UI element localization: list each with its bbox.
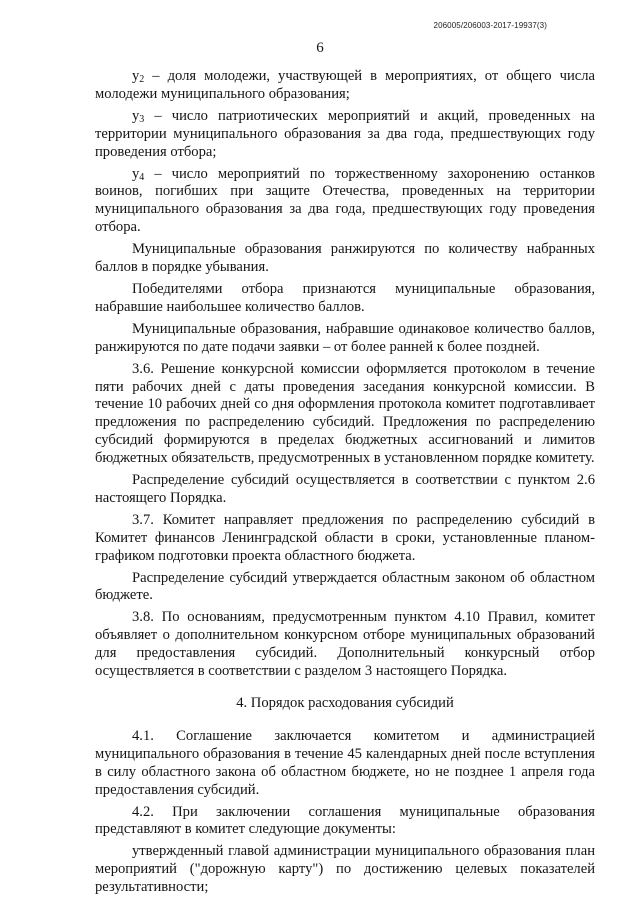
paragraph-3-7: 3.7. Комитет направляет предложения по распределению субсидий в Комитет финансов Ленинградской области в сроки, установленные планом-графиком подготовки проекта областного бюджета. — [95, 511, 595, 564]
document-body — [95, 68, 595, 901]
paragraph-ranking: Муниципальные образования ранжируются по количеству набранных баллов в порядке убывания. — [95, 241, 595, 276]
document-id: 206005/206003-2017-19937(3) — [433, 21, 547, 30]
page-number: 6 — [316, 40, 324, 56]
paragraph-distribution-law: Распределение субсидий утверждается областным законом об областном бюджете. — [95, 569, 595, 604]
variable-y4-definition: $y_4$ – число мероприятий по торжественному захоронению останков воинов, погибших при защите Отечества, проведенных на территории муниципального образования за два года, предшествующих году проведения отбора. — [95, 165, 595, 236]
paragraph-roadmap: утвержденный главой администрации муниципального образования план мероприятий ("дорожную карту") по достижению целевых показателей результативности; — [95, 843, 595, 896]
paragraph-4-2: 4.2. При заключении соглашения муниципальные образования представляют в комитет следующие документы: — [95, 803, 595, 838]
paragraph-3-8: 3.8. По основаниям, предусмотренным пунктом 4.10 Правил, комитет объявляет о дополнительном конкурсном отборе муниципальных образований для предоставления субсидий. Дополнительный конкурсный отбор осуществляется в соответствии с разделом 3 настоящего Порядка. — [95, 609, 595, 680]
paragraph-4-1: 4.1. Соглашение заключается комитетом и администрацией муниципального образования в течение 45 календарных дней после вступления в силу областного закона об областном бюджете, но не позднее 1 апреля года предоставления субсидий. — [95, 727, 595, 798]
section-4-heading: 4. Порядок расходования субсидий — [236, 695, 454, 711]
paragraph-equal-scores: Муниципальные образования, набравшие одинаковое количество баллов, ранжируются по дате подачи заявки – от более ранней к более поздней. — [95, 320, 595, 355]
variable-y2-definition: $y_2$ – доля молодежи, участвующей в мероприятиях, от общего числа молодежи муниципального образования; — [95, 68, 595, 102]
variable-y3-definition: $y_3$ – число патриотических мероприятий и акций, проведенных на территории муниципального образования за два года, предшествующих году проведения отбора; — [95, 107, 595, 160]
paragraph-distribution-2-6: Распределение субсидий осуществляется в соответствии с пунктом 2.6 настоящего Порядка. — [95, 472, 595, 506]
paragraph-winners: Победителями отбора признаются муниципальные образования, набравшие наибольшее количество баллов. — [95, 280, 595, 315]
paragraph-3-6: 3.6. Решение конкурсной комиссии оформляется протоколом в течение пяти рабочих дней с даты проведения заседания конкурсной комиссии. В течение 10 рабочих дней со дня оформления протокола комитет подготавливает предложения по распределению субсидий. Предложения по распределению субсидий формируются в пределах бюджетных ассигнований и лимитов бюджетных обязательств, предусмотренных в установленном порядке комитету. — [95, 360, 595, 467]
